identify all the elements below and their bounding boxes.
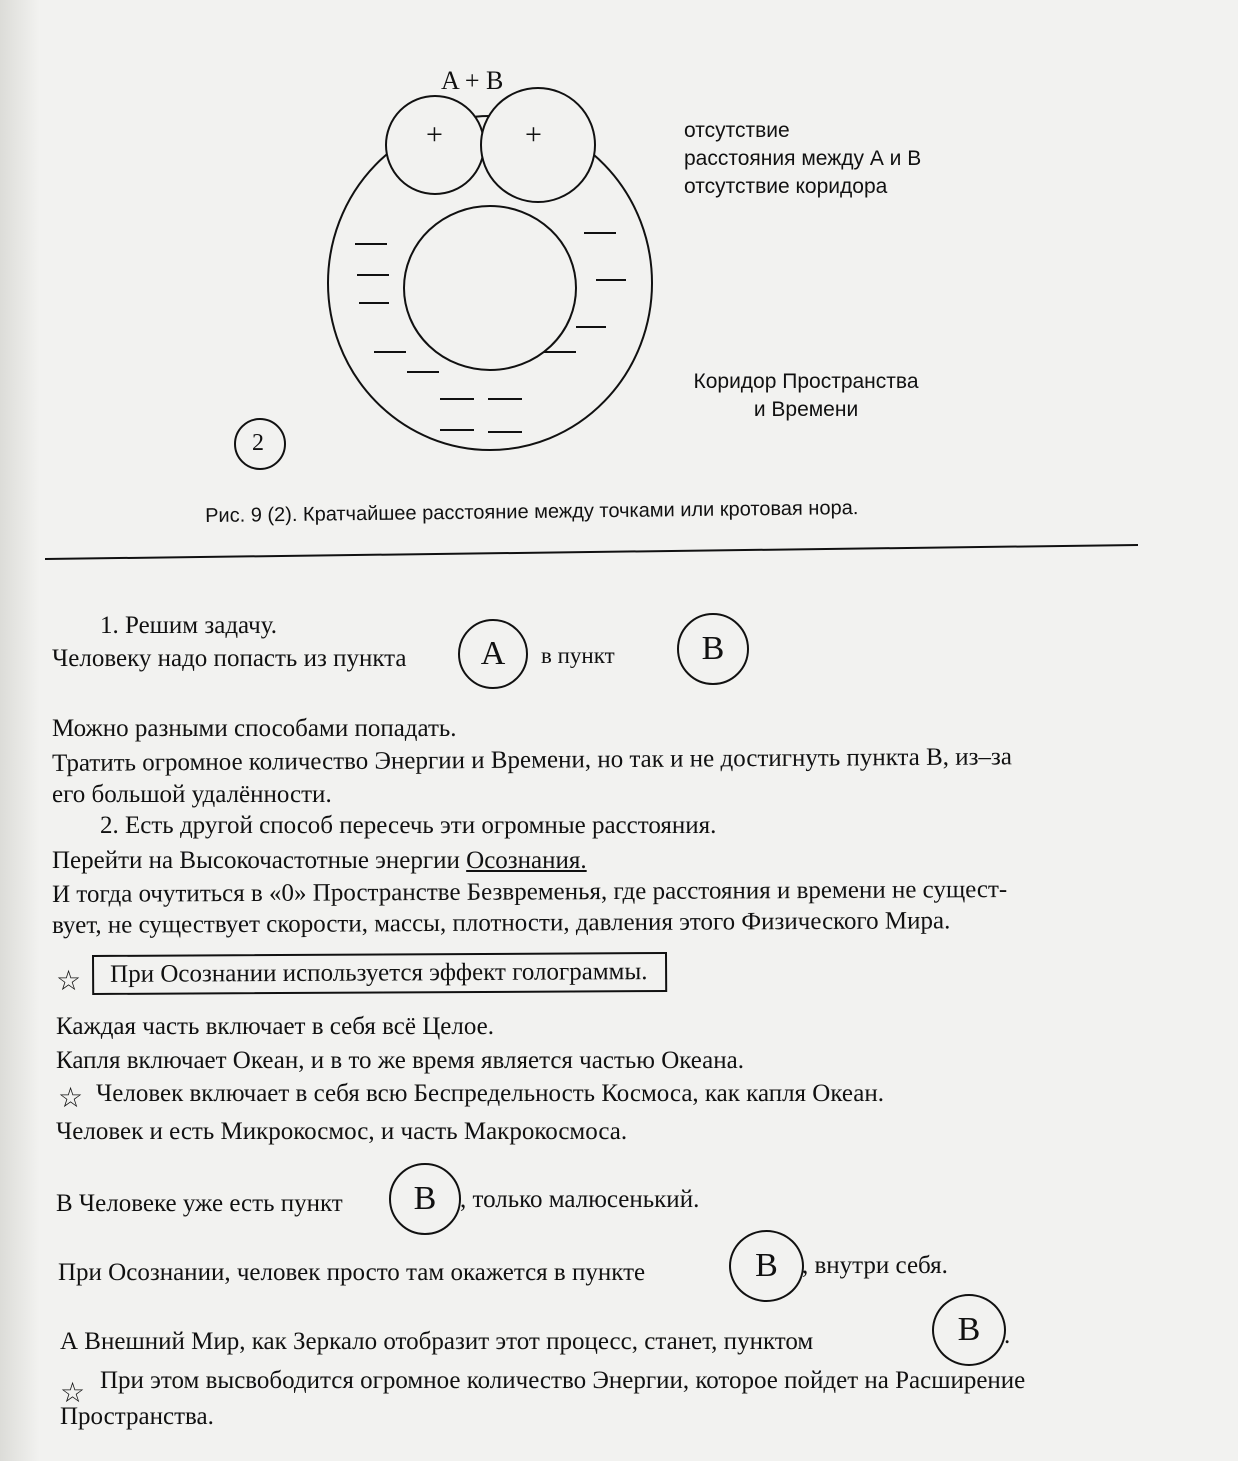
point-b-circle: В — [932, 1294, 1006, 1366]
plus-sign-left: + — [426, 118, 443, 151]
figure-caption: Рис. 9 (2). Кратчайшее расстояние между точками или кротовая нора. — [205, 497, 859, 527]
paragraph: Человек включает в себя всю Беспредельность Космоса, как капля Океан. — [96, 1080, 885, 1107]
note-line: отсутствие — [684, 119, 790, 142]
paragraph: Капля включает Океан, и в то же время является частью Океана. — [56, 1047, 744, 1074]
wormhole-diagram — [0, 0, 1238, 560]
paragraph: При Осознании, человек просто там окажется в пункте — [58, 1259, 646, 1286]
paragraph: Каждая часть включает в себя всё Целое. — [56, 1013, 494, 1040]
note-line: и Времени — [753, 398, 859, 421]
point-b-circle: В — [389, 1163, 461, 1235]
boxed-statement: При Осознании используется эффект голограммы. — [92, 952, 668, 995]
text-span: Перейти на Высокочастотные энергии — [52, 847, 467, 874]
note-no-distance — [684, 117, 921, 201]
task-heading: 1. Решим задачу. — [100, 612, 277, 639]
paragraph: Можно разными способами попадать. — [52, 715, 457, 742]
figure-number: 2 — [252, 430, 264, 456]
paragraph: , внутри себя. — [802, 1252, 948, 1279]
star-icon: ☆ — [58, 1083, 84, 1114]
section-divider — [45, 545, 1138, 559]
point-b-circle: В — [729, 1230, 804, 1302]
paragraph: его большой удалённости. — [52, 781, 332, 808]
paragraph: А Внешний Мир, как Зеркало отобразит этот процесс, станет, пунктом — [60, 1328, 814, 1355]
paragraph: При этом высвободится огромное количество Энергии, которое пойдет на Расширение — [100, 1367, 1026, 1394]
star-icon: ☆ — [56, 966, 82, 997]
inner-ring — [404, 206, 576, 370]
note-line: Коридор Пространства — [693, 370, 919, 393]
top-label: A + B — [441, 66, 504, 95]
star-icon: ☆ — [60, 1378, 86, 1409]
negative-charge-marks — [355, 233, 626, 432]
paragraph: вует, не существует скорости, массы, плотности, давления этого Физического Мира. — [52, 907, 951, 939]
paragraph: Тратить огромное количество Энергии и Времени, но так и не достигнуть пункта В, из–за — [52, 743, 1013, 777]
method-heading: 2. Есть другой способ пересечь эти огромные расстояния. — [100, 812, 717, 839]
note-corridor — [672, 368, 940, 424]
paragraph — [52, 847, 587, 875]
note-line: отсутствие коридора — [684, 175, 888, 198]
point-b-circle: В — [677, 613, 749, 685]
note-line: расстояния между А и В — [684, 147, 922, 170]
paragraph: . — [1004, 1322, 1011, 1349]
paragraph: В Человеке уже есть пункт — [56, 1190, 343, 1217]
paragraph: И тогда очутиться в «0» Пространстве Безвременья, где расстояния и времени не сущест- — [52, 875, 1008, 908]
task-line: Человеку надо попасть из пункта — [52, 645, 407, 672]
paragraph: Человек и есть Микрокосмос, и часть Макрокосмоса. — [56, 1118, 628, 1145]
point-a-circle: А — [458, 619, 528, 689]
task-line-mid: в пункт — [541, 643, 615, 668]
paragraph: Пространства. — [60, 1403, 214, 1430]
paragraph: , только малюсенький. — [460, 1186, 700, 1213]
plus-sign-right: + — [525, 118, 542, 151]
underlined-text: Осознания. — [466, 847, 587, 874]
